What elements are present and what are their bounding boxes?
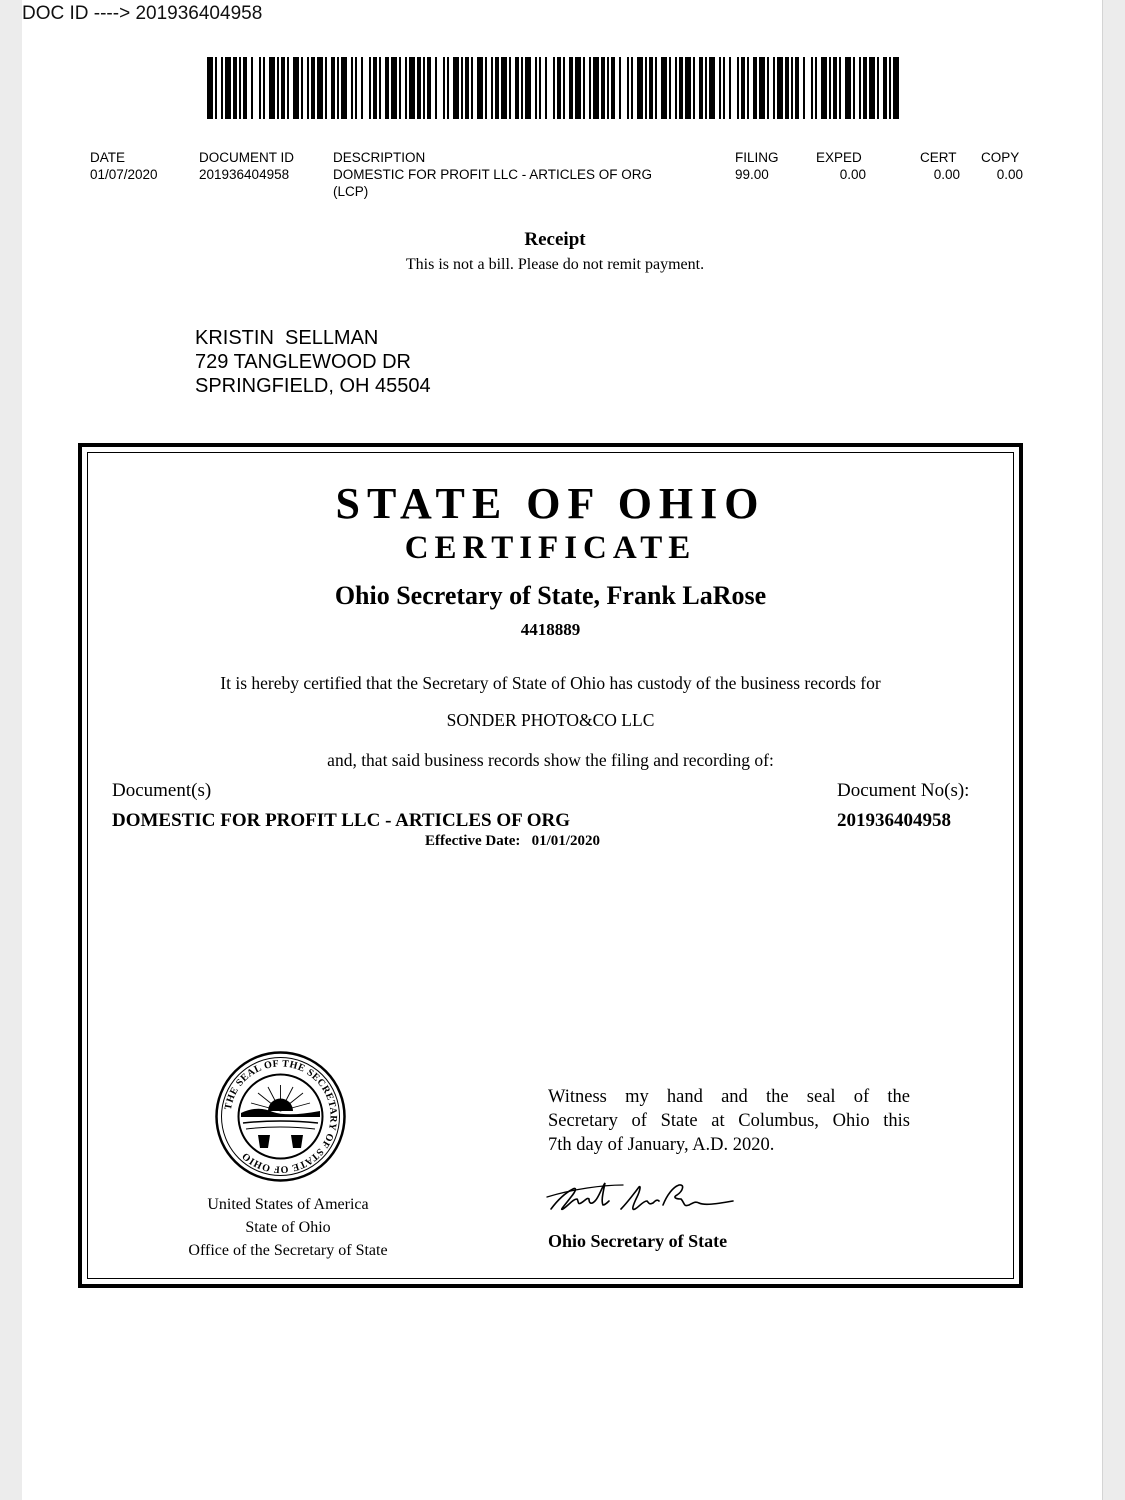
col-filing-header: FILING bbox=[735, 150, 779, 165]
document-no-value: 201936404958 bbox=[837, 810, 951, 831]
barcode-bar bbox=[685, 57, 691, 119]
receipt-title: Receipt bbox=[524, 229, 586, 250]
receipt-note: This is not a bill. Please do not remit payment. bbox=[405, 256, 705, 273]
col-description-value: DOMESTIC FOR PROFIT LLC - ARTICLES OF ORG (LCP) bbox=[333, 167, 653, 199]
barcode-bar bbox=[607, 57, 609, 119]
barcode-bar bbox=[829, 57, 831, 119]
col-date-value: 01/07/2020 bbox=[90, 167, 158, 182]
barcode-bar bbox=[287, 57, 289, 119]
barcode-bar bbox=[307, 57, 309, 119]
barcode-bar bbox=[863, 57, 867, 119]
address-line: KRISTIN SELLMAN bbox=[195, 327, 379, 349]
barcode-bar bbox=[369, 57, 371, 119]
barcode-bar bbox=[427, 57, 431, 119]
barcode-bar bbox=[853, 57, 855, 119]
barcode-bar bbox=[311, 57, 315, 119]
witness-statement bbox=[548, 1085, 910, 1157]
certificate-subtitle: CERTIFICATE bbox=[404, 530, 697, 566]
barcode-bar bbox=[317, 57, 323, 119]
witness-line: Secretary of State at Columbus, Ohio this bbox=[548, 1111, 910, 1131]
barcode-bar bbox=[477, 57, 483, 119]
barcode-bar bbox=[405, 57, 407, 119]
barcode-bar bbox=[563, 57, 565, 119]
barcode-bar bbox=[889, 57, 891, 119]
barcode-bar bbox=[337, 57, 339, 119]
barcode-bar bbox=[233, 57, 237, 119]
document-no-label: Document No(s): bbox=[837, 780, 970, 801]
barcode-bar bbox=[215, 57, 217, 119]
certificate-paragraph-1: It is hereby certified that the Secretary of State of Ohio has custody of the business records for bbox=[220, 673, 881, 693]
signature-icon bbox=[543, 1175, 743, 1219]
barcode-bar bbox=[485, 57, 487, 119]
barcode-bar bbox=[811, 57, 813, 119]
barcode-bar bbox=[719, 57, 721, 119]
barcode-bar bbox=[637, 57, 643, 119]
barcode-bar bbox=[803, 57, 805, 119]
barcode-bar bbox=[331, 57, 335, 119]
issuer-line: State of Ohio bbox=[245, 1219, 331, 1236]
barcode-bar bbox=[679, 57, 683, 119]
doc-id-line: DOC ID ----> 201936404958 bbox=[22, 3, 263, 24]
barcode-bar bbox=[447, 57, 449, 119]
barcode-bar bbox=[821, 57, 827, 119]
barcode-bar bbox=[619, 57, 621, 119]
barcode-bar bbox=[361, 57, 363, 119]
barcode-bar bbox=[325, 57, 327, 119]
col-cert-header: CERT bbox=[920, 150, 957, 165]
barcode-bar bbox=[893, 57, 899, 119]
barcode-bar bbox=[877, 57, 879, 119]
barcode-bar bbox=[355, 57, 357, 119]
witness-line: 7th day of January, A.D. 2020. bbox=[548, 1135, 775, 1155]
col-copy-value: 0.00 bbox=[996, 167, 1023, 182]
barcode-bar bbox=[815, 57, 817, 119]
barcode-bar bbox=[435, 57, 437, 119]
barcode-bar bbox=[269, 57, 275, 119]
barcode-bar bbox=[471, 57, 473, 119]
barcode-bar bbox=[631, 57, 633, 119]
address-line: 729 TANGLEWOOD DR bbox=[195, 351, 411, 373]
barcode-bar bbox=[221, 57, 223, 119]
barcode-bar bbox=[385, 57, 389, 119]
barcode-bar bbox=[709, 57, 715, 119]
barcode-bar bbox=[557, 57, 561, 119]
barcode-bar bbox=[293, 57, 299, 119]
barcode-bar bbox=[645, 57, 647, 119]
col-filing bbox=[735, 149, 779, 183]
barcode-bar bbox=[391, 57, 397, 119]
barcode-bar bbox=[627, 57, 629, 119]
document-name: DOMESTIC FOR PROFIT LLC - ARTICLES OF ORG bbox=[112, 810, 571, 831]
barcode-bar bbox=[453, 57, 459, 119]
barcode-bar bbox=[501, 57, 507, 119]
barcode-bar bbox=[553, 57, 555, 119]
signature-label: Ohio Secretary of State bbox=[548, 1231, 728, 1251]
barcode-bar bbox=[239, 57, 241, 119]
barcode-bar bbox=[661, 57, 667, 119]
barcode-bar bbox=[777, 57, 783, 119]
col-copy-header: COPY bbox=[981, 150, 1020, 165]
barcode-bar bbox=[773, 57, 775, 119]
barcode-bar bbox=[263, 57, 265, 119]
effective-date: Effective Date: 01/01/2020 bbox=[425, 833, 600, 849]
barcode-bar bbox=[373, 57, 377, 119]
col-filing-value: 99.00 bbox=[735, 167, 769, 182]
col-cert bbox=[920, 149, 960, 183]
certificate-office: Ohio Secretary of State, Frank LaRose bbox=[334, 581, 767, 610]
col-copy bbox=[981, 149, 1023, 183]
barcode-bar bbox=[341, 57, 347, 119]
seal-text: THE SEAL OF THE SECRETARY OF STATE OF OHIO bbox=[222, 1058, 339, 1175]
certificate-number: 4418889 bbox=[520, 620, 581, 639]
state-seal-icon bbox=[213, 1049, 348, 1184]
barcode-bar bbox=[409, 57, 415, 119]
business-name: SONDER PHOTO&CO LLC bbox=[446, 710, 655, 730]
col-exped-header: EXPED bbox=[816, 150, 862, 165]
barcode-bar bbox=[495, 57, 499, 119]
col-exped-value: 0.00 bbox=[839, 167, 866, 182]
barcode-bar bbox=[569, 57, 573, 119]
col-exped bbox=[816, 149, 866, 183]
barcode-bar bbox=[589, 57, 591, 119]
barcode-bar bbox=[515, 57, 519, 119]
barcode-bar bbox=[461, 57, 463, 119]
barcode bbox=[207, 57, 903, 119]
barcode-bar bbox=[251, 57, 253, 119]
issuer-line: United States of America bbox=[207, 1196, 369, 1213]
barcode-bar bbox=[225, 57, 231, 119]
barcode-bar bbox=[747, 57, 749, 119]
certificate bbox=[78, 443, 1023, 1288]
barcode-bar bbox=[705, 57, 707, 119]
barcode-bar bbox=[443, 57, 445, 119]
barcode-bar bbox=[729, 57, 731, 119]
certificate-inner-border bbox=[87, 452, 1014, 1279]
barcode-bar bbox=[301, 57, 303, 119]
barcode-bar bbox=[839, 57, 841, 119]
barcode-bar bbox=[883, 57, 887, 119]
barcode-bar bbox=[869, 57, 875, 119]
barcode-bar bbox=[649, 57, 653, 119]
barcode-bar bbox=[767, 57, 769, 119]
barcode-bar bbox=[525, 57, 531, 119]
barcode-bar bbox=[753, 57, 757, 119]
col-description-header: DESCRIPTION bbox=[333, 150, 426, 165]
address-line: SPRINGFIELD, OH 45504 bbox=[195, 375, 431, 397]
barcode-bar bbox=[669, 57, 671, 119]
barcode-bar bbox=[611, 57, 615, 119]
col-document-id bbox=[199, 149, 294, 183]
barcode-bar bbox=[675, 57, 677, 119]
col-document-id-value: 201936404958 bbox=[199, 167, 290, 182]
barcode-bar bbox=[593, 57, 599, 119]
barcode-bar bbox=[351, 57, 353, 119]
col-date-header: DATE bbox=[90, 150, 126, 165]
col-document-id-header: DOCUMENT ID bbox=[199, 150, 295, 165]
barcode-bar bbox=[655, 57, 657, 119]
barcode-bar bbox=[259, 57, 261, 119]
barcode-bar bbox=[399, 57, 401, 119]
barcode-bar bbox=[859, 57, 861, 119]
barcode-bar bbox=[281, 57, 285, 119]
barcode-bar bbox=[723, 57, 725, 119]
barcode-bar bbox=[699, 57, 703, 119]
barcode-bar bbox=[509, 57, 511, 119]
issuer-block bbox=[153, 1193, 423, 1262]
barcode-bar bbox=[379, 57, 381, 119]
barcode-bar bbox=[583, 57, 585, 119]
barcode-bar bbox=[759, 57, 765, 119]
barcode-bar bbox=[737, 57, 739, 119]
certificate-paragraph-2: and, that said business records show the filing and recording of: bbox=[327, 750, 774, 770]
barcode-bar bbox=[845, 57, 851, 119]
barcode-bar bbox=[833, 57, 837, 119]
barcode-bar bbox=[785, 57, 789, 119]
barcode-bar bbox=[207, 57, 213, 119]
mailing-address bbox=[195, 326, 431, 398]
witness-line: Witness my hand and the seal of the bbox=[548, 1087, 910, 1107]
col-date bbox=[90, 149, 158, 183]
barcode-bar bbox=[277, 57, 279, 119]
barcode-bar bbox=[545, 57, 547, 119]
barcode-bar bbox=[465, 57, 469, 119]
barcode-bar bbox=[243, 57, 247, 119]
barcode-bar bbox=[521, 57, 523, 119]
barcode-bar bbox=[795, 57, 799, 119]
col-description bbox=[333, 149, 653, 200]
barcode-bar bbox=[491, 57, 493, 119]
issuer-line: Office of the Secretary of State bbox=[188, 1242, 388, 1259]
barcode-bar bbox=[417, 57, 421, 119]
barcode-bar bbox=[791, 57, 793, 119]
barcode-bar bbox=[535, 57, 537, 119]
barcode-bar bbox=[539, 57, 541, 119]
barcode-bar bbox=[741, 57, 745, 119]
certificate-title: STATE OF OHIO bbox=[335, 479, 766, 528]
barcode-bar bbox=[423, 57, 425, 119]
barcode-bar bbox=[693, 57, 695, 119]
barcode-bar bbox=[601, 57, 605, 119]
documents-label: Document(s) bbox=[112, 780, 212, 801]
col-cert-value: 0.00 bbox=[933, 167, 960, 182]
barcode-bar bbox=[575, 57, 581, 119]
